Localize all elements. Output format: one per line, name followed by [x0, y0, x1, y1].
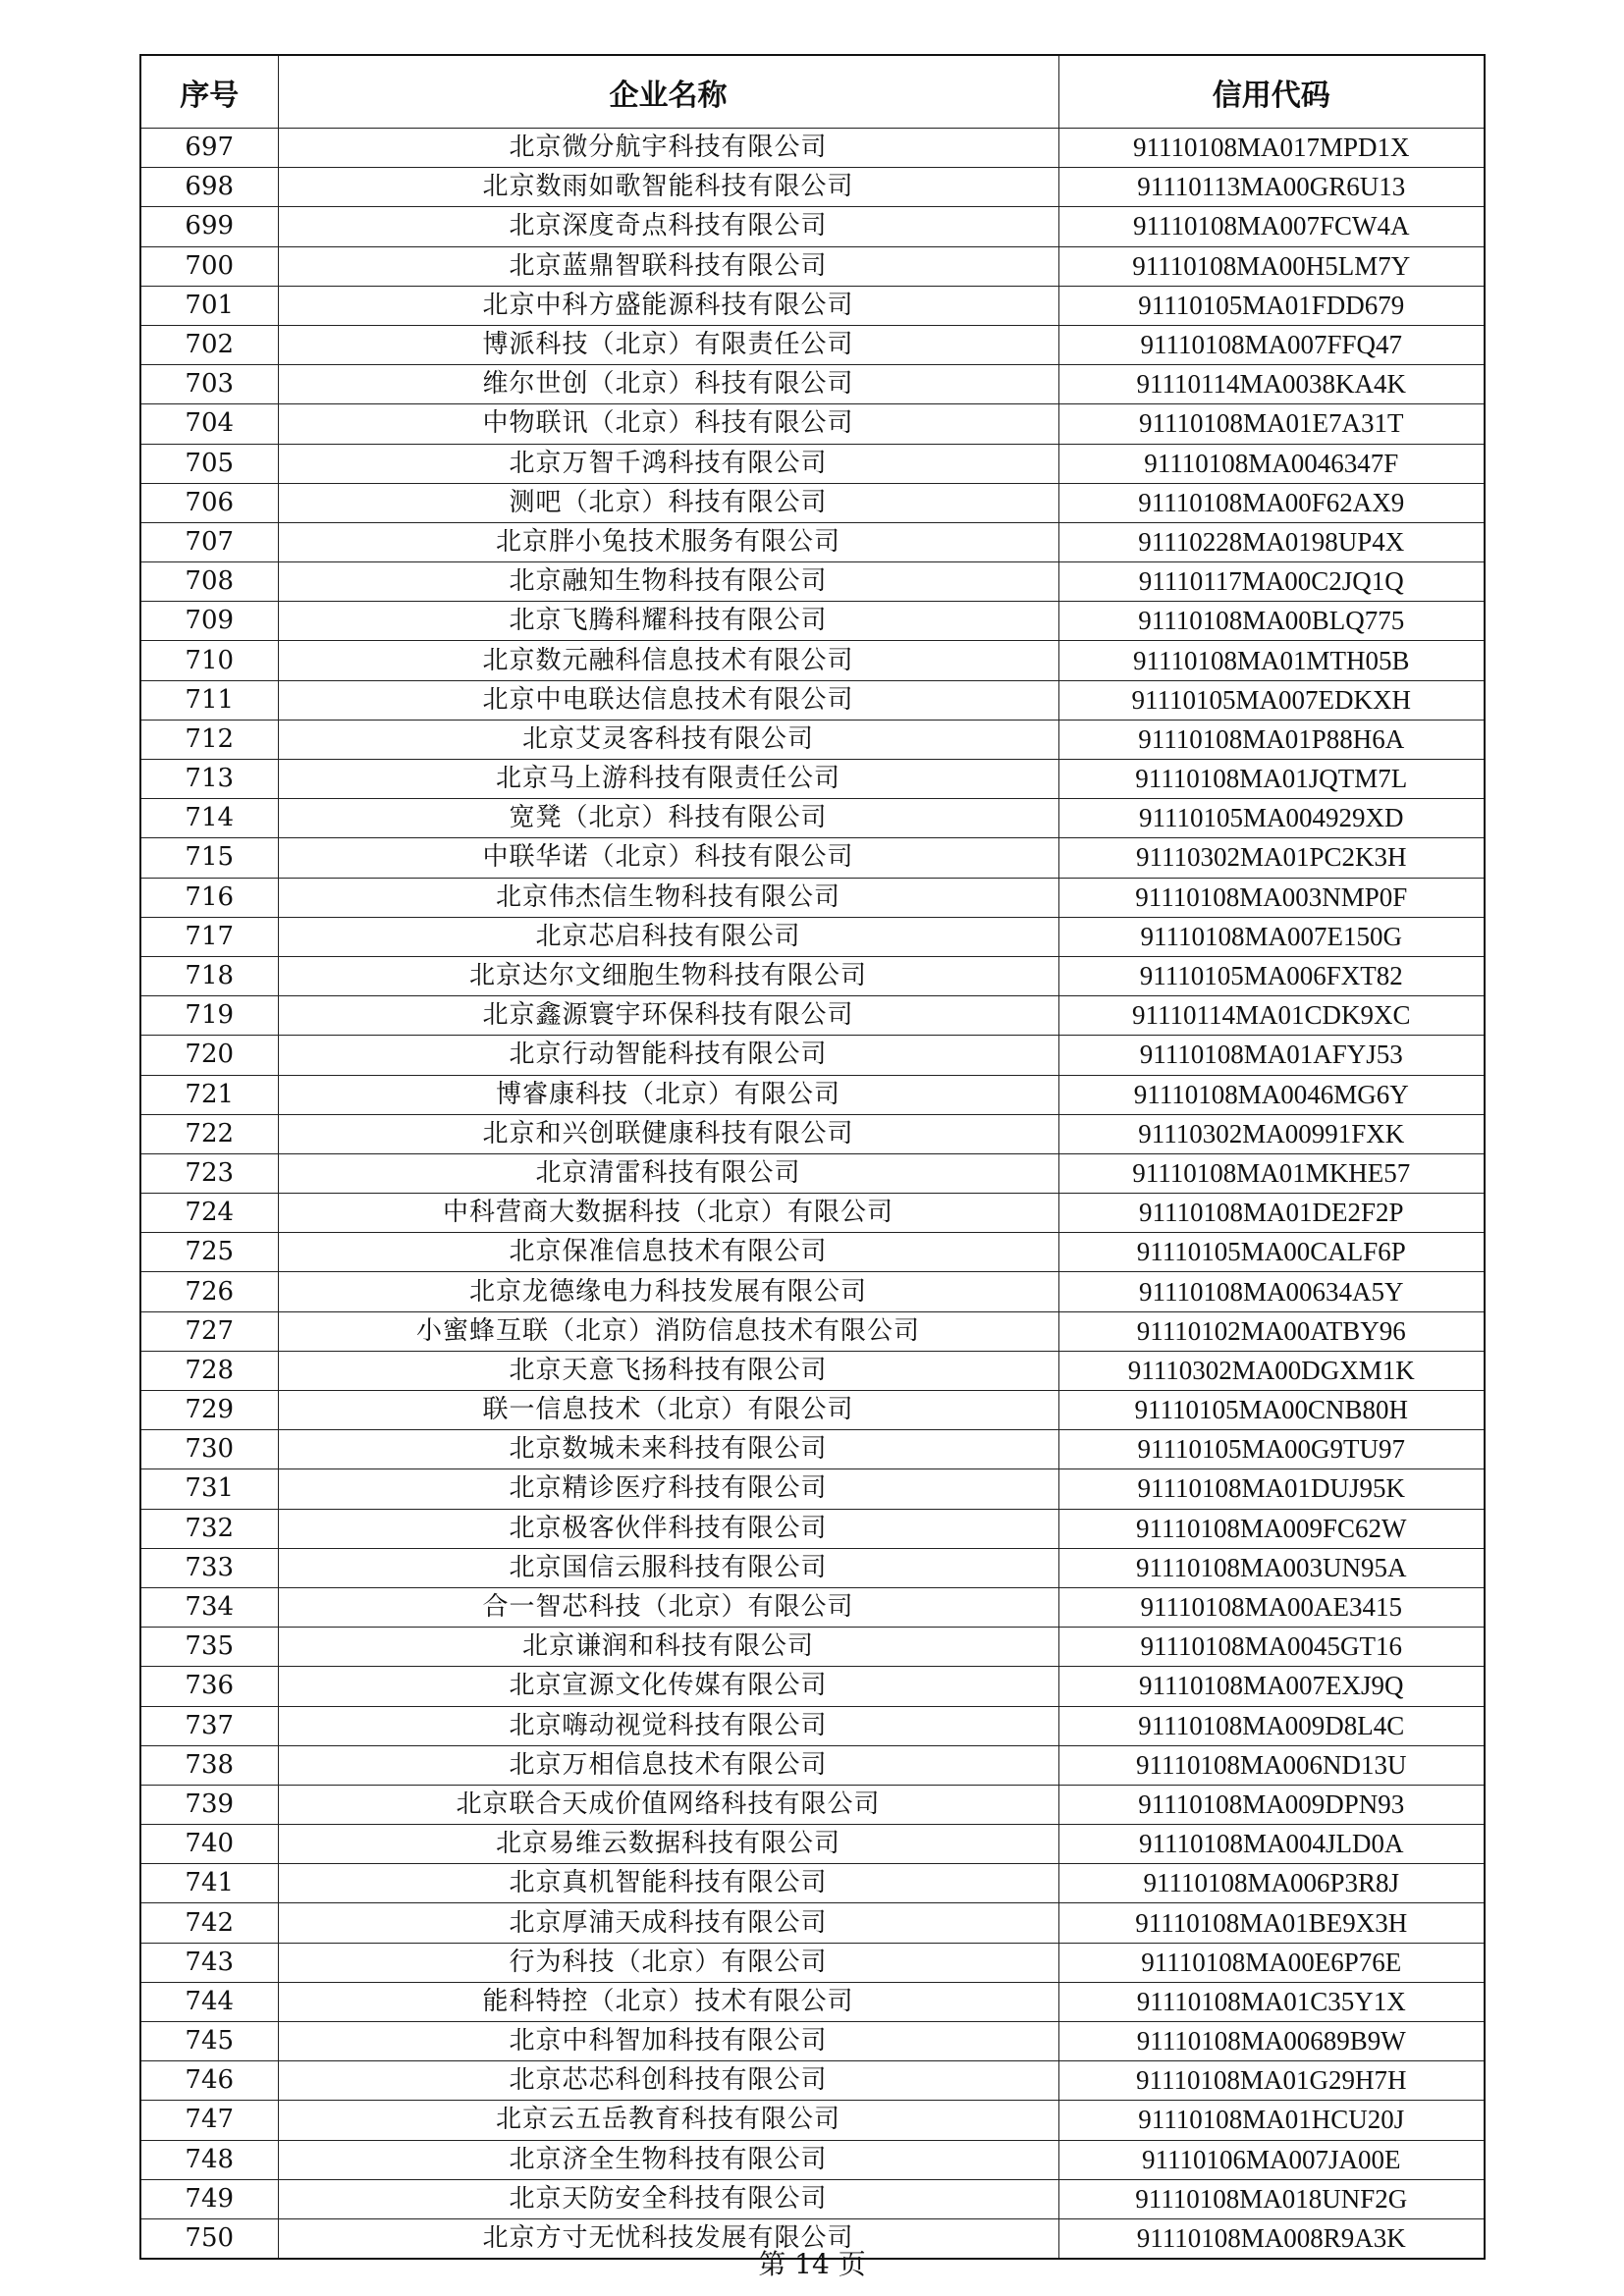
- cell-company-name: 北京和兴创联健康科技有限公司: [278, 1114, 1058, 1153]
- table-row: [140, 483, 1485, 522]
- table-row: [140, 325, 1485, 364]
- cell-credit-code: 91110302MA00DGXM1K: [1058, 1351, 1485, 1390]
- cell-company-name: 北京融知生物科技有限公司: [278, 562, 1058, 602]
- cell-serial-number: 700: [140, 246, 278, 286]
- cell-serial-number: 717: [140, 917, 278, 956]
- header-company-name: 企业名称: [278, 55, 1058, 129]
- table-row: [140, 878, 1485, 917]
- cell-serial-number: 714: [140, 799, 278, 838]
- table-row: [140, 168, 1485, 207]
- table-row: [140, 522, 1485, 561]
- cell-serial-number: 707: [140, 522, 278, 561]
- cell-company-name: 北京数元融科信息技术有限公司: [278, 641, 1058, 680]
- cell-credit-code: 91110105MA00CALF6P: [1058, 1233, 1485, 1272]
- table-row: [140, 1825, 1485, 1864]
- cell-company-name: 北京谦润和科技有限公司: [278, 1628, 1058, 1667]
- cell-credit-code: 91110108MA00H5LM7Y: [1058, 246, 1485, 286]
- table-row: [140, 917, 1485, 956]
- cell-company-name: 北京中电联达信息技术有限公司: [278, 680, 1058, 720]
- table-row: [140, 365, 1485, 404]
- cell-serial-number: 712: [140, 720, 278, 759]
- cell-serial-number: 716: [140, 878, 278, 917]
- cell-company-name: 北京龙德缘电力科技发展有限公司: [278, 1272, 1058, 1311]
- header-serial-number: 序号: [140, 55, 278, 129]
- cell-company-name: 北京中科方盛能源科技有限公司: [278, 286, 1058, 325]
- table-row: [140, 1153, 1485, 1193]
- cell-serial-number: 725: [140, 1233, 278, 1272]
- cell-credit-code: 91110105MA00CNB80H: [1058, 1391, 1485, 1430]
- cell-company-name: 博派科技（北京）有限责任公司: [278, 325, 1058, 364]
- cell-credit-code: 91110108MA01C35Y1X: [1058, 1982, 1485, 2021]
- cell-credit-code: 91110108MA009D8L4C: [1058, 1706, 1485, 1745]
- cell-credit-code: 91110105MA00G9TU97: [1058, 1430, 1485, 1469]
- cell-credit-code: 91110105MA004929XD: [1058, 799, 1485, 838]
- cell-company-name: 北京芯芯科创科技有限公司: [278, 2061, 1058, 2101]
- cell-company-name: 北京精诊医疗科技有限公司: [278, 1469, 1058, 1509]
- cell-credit-code: 91110228MA0198UP4X: [1058, 522, 1485, 561]
- cell-credit-code: 91110108MA00689B9W: [1058, 2022, 1485, 2061]
- cell-company-name: 北京马上游科技有限责任公司: [278, 760, 1058, 799]
- cell-serial-number: 729: [140, 1391, 278, 1430]
- cell-credit-code: 91110108MA004JLD0A: [1058, 1825, 1485, 1864]
- cell-company-name: 北京联合天成价值网络科技有限公司: [278, 1785, 1058, 1824]
- table-row: [140, 404, 1485, 444]
- cell-serial-number: 722: [140, 1114, 278, 1153]
- cell-credit-code: 91110108MA017MPD1X: [1058, 129, 1485, 168]
- table-row: [140, 286, 1485, 325]
- table-row: [140, 760, 1485, 799]
- cell-serial-number: 741: [140, 1864, 278, 1903]
- cell-company-name: 北京艾灵客科技有限公司: [278, 720, 1058, 759]
- company-list-table: [139, 54, 1486, 2260]
- cell-serial-number: 721: [140, 1075, 278, 1114]
- cell-company-name: 博睿康科技（北京）有限公司: [278, 1075, 1058, 1114]
- table-row: [140, 1982, 1485, 2021]
- table-row: [140, 680, 1485, 720]
- table-row: [140, 1628, 1485, 1667]
- cell-serial-number: 711: [140, 680, 278, 720]
- cell-company-name: 北京方寸无忧科技发展有限公司: [278, 2218, 1058, 2259]
- table-row: [140, 1903, 1485, 1943]
- cell-serial-number: 732: [140, 1509, 278, 1548]
- cell-credit-code: 91110108MA007FFQ47: [1058, 325, 1485, 364]
- cell-company-name: 能科特控（北京）技术有限公司: [278, 1982, 1058, 2021]
- cell-company-name: 北京芯启科技有限公司: [278, 917, 1058, 956]
- table-row: [140, 838, 1485, 878]
- cell-serial-number: 704: [140, 404, 278, 444]
- cell-company-name: 北京深度奇点科技有限公司: [278, 207, 1058, 246]
- cell-credit-code: 91110108MA00AE3415: [1058, 1587, 1485, 1627]
- cell-credit-code: 91110108MA003NMP0F: [1058, 878, 1485, 917]
- cell-serial-number: 715: [140, 838, 278, 878]
- cell-serial-number: 718: [140, 956, 278, 995]
- cell-credit-code: 91110108MA009DPN93: [1058, 1785, 1485, 1824]
- cell-credit-code: 91110113MA00GR6U13: [1058, 168, 1485, 207]
- cell-company-name: 北京济全生物科技有限公司: [278, 2140, 1058, 2179]
- cell-company-name: 北京易维云数据科技有限公司: [278, 1825, 1058, 1864]
- cell-company-name: 行为科技（北京）有限公司: [278, 1943, 1058, 1982]
- cell-credit-code: 91110108MA01MTH05B: [1058, 641, 1485, 680]
- cell-company-name: 北京飞腾科耀科技有限公司: [278, 602, 1058, 641]
- table-row: [140, 1509, 1485, 1548]
- cell-credit-code: 91110108MA006ND13U: [1058, 1745, 1485, 1785]
- cell-serial-number: 723: [140, 1153, 278, 1193]
- table-row: [140, 1785, 1485, 1824]
- cell-serial-number: 736: [140, 1667, 278, 1706]
- cell-serial-number: 735: [140, 1628, 278, 1667]
- cell-credit-code: 91110117MA00C2JQ1Q: [1058, 562, 1485, 602]
- cell-serial-number: 749: [140, 2179, 278, 2218]
- table-row: [140, 996, 1485, 1036]
- cell-credit-code: 91110108MA01DE2F2P: [1058, 1194, 1485, 1233]
- cell-serial-number: 742: [140, 1903, 278, 1943]
- cell-company-name: 北京嗨动视觉科技有限公司: [278, 1706, 1058, 1745]
- cell-credit-code: 91110108MA01DUJ95K: [1058, 1469, 1485, 1509]
- table-row: [140, 1194, 1485, 1233]
- table-row: [140, 1311, 1485, 1351]
- cell-company-name: 北京达尔文细胞生物科技有限公司: [278, 956, 1058, 995]
- table-row: [140, 602, 1485, 641]
- table-row: [140, 1272, 1485, 1311]
- cell-serial-number: 748: [140, 2140, 278, 2179]
- cell-credit-code: 91110108MA00BLQ775: [1058, 602, 1485, 641]
- cell-company-name: 北京伟杰信生物科技有限公司: [278, 878, 1058, 917]
- table-row: [140, 1706, 1485, 1745]
- cell-company-name: 北京云五岳教育科技有限公司: [278, 2101, 1058, 2140]
- cell-company-name: 北京数雨如歌智能科技有限公司: [278, 168, 1058, 207]
- cell-credit-code: 91110105MA01FDD679: [1058, 286, 1485, 325]
- cell-company-name: 北京清雷科技有限公司: [278, 1153, 1058, 1193]
- cell-credit-code: 91110108MA0046347F: [1058, 444, 1485, 483]
- cell-credit-code: 91110102MA00ATBY96: [1058, 1311, 1485, 1351]
- cell-company-name: 北京微分航宇科技有限公司: [278, 129, 1058, 168]
- cell-serial-number: 746: [140, 2061, 278, 2101]
- cell-company-name: 宽凳（北京）科技有限公司: [278, 799, 1058, 838]
- table-row: [140, 1036, 1485, 1075]
- cell-company-name: 北京真机智能科技有限公司: [278, 1864, 1058, 1903]
- table-row: [140, 246, 1485, 286]
- cell-serial-number: 697: [140, 129, 278, 168]
- cell-serial-number: 699: [140, 207, 278, 246]
- cell-credit-code: 91110106MA007JA00E: [1058, 2140, 1485, 2179]
- cell-serial-number: 727: [140, 1311, 278, 1351]
- cell-credit-code: 91110108MA01P88H6A: [1058, 720, 1485, 759]
- table-row: [140, 641, 1485, 680]
- cell-serial-number: 733: [140, 1548, 278, 1587]
- cell-serial-number: 730: [140, 1430, 278, 1469]
- cell-serial-number: 726: [140, 1272, 278, 1311]
- cell-company-name: 小蜜蜂互联（北京）消防信息技术有限公司: [278, 1311, 1058, 1351]
- header-credit-code: 信用代码: [1058, 55, 1485, 129]
- cell-company-name: 北京天意飞扬科技有限公司: [278, 1351, 1058, 1390]
- cell-serial-number: 740: [140, 1825, 278, 1864]
- page-number: 第 14 页: [758, 2248, 866, 2280]
- cell-credit-code: 91110108MA01HCU20J: [1058, 2101, 1485, 2140]
- cell-company-name: 中科营商大数据科技（北京）有限公司: [278, 1194, 1058, 1233]
- cell-serial-number: 713: [140, 760, 278, 799]
- cell-company-name: 北京中科智加科技有限公司: [278, 2022, 1058, 2061]
- cell-company-name: 北京胖小兔技术服务有限公司: [278, 522, 1058, 561]
- table-row: [140, 2140, 1485, 2179]
- cell-credit-code: 91110108MA007E150G: [1058, 917, 1485, 956]
- cell-company-name: 北京鑫源寰宇环保科技有限公司: [278, 996, 1058, 1036]
- cell-credit-code: 91110108MA00E6P76E: [1058, 1943, 1485, 1982]
- cell-credit-code: 91110108MA0046MG6Y: [1058, 1075, 1485, 1114]
- table-row: [140, 129, 1485, 168]
- cell-company-name: 联一信息技术（北京）有限公司: [278, 1391, 1058, 1430]
- table-row: [140, 1391, 1485, 1430]
- table-row: [140, 720, 1485, 759]
- table-row: [140, 2022, 1485, 2061]
- cell-credit-code: 91110105MA007EDKXH: [1058, 680, 1485, 720]
- cell-credit-code: 91110108MA01BE9X3H: [1058, 1903, 1485, 1943]
- table-row: [140, 207, 1485, 246]
- cell-company-name: 北京蓝鼎智联科技有限公司: [278, 246, 1058, 286]
- cell-serial-number: 709: [140, 602, 278, 641]
- cell-company-name: 北京万智千鸿科技有限公司: [278, 444, 1058, 483]
- table-row: [140, 1469, 1485, 1509]
- cell-serial-number: 731: [140, 1469, 278, 1509]
- table-row: [140, 1548, 1485, 1587]
- cell-serial-number: 728: [140, 1351, 278, 1390]
- cell-serial-number: 744: [140, 1982, 278, 2021]
- table-row: [140, 2061, 1485, 2101]
- table-row: [140, 1430, 1485, 1469]
- cell-company-name: 北京保准信息技术有限公司: [278, 1233, 1058, 1272]
- table-row: [140, 444, 1485, 483]
- table-row: [140, 2179, 1485, 2218]
- cell-serial-number: 708: [140, 562, 278, 602]
- cell-credit-code: 91110108MA018UNF2G: [1058, 2179, 1485, 2218]
- cell-company-name: 北京厚浦天成科技有限公司: [278, 1903, 1058, 1943]
- cell-company-name: 北京行动智能科技有限公司: [278, 1036, 1058, 1075]
- cell-serial-number: 703: [140, 365, 278, 404]
- cell-company-name: 中物联讯（北京）科技有限公司: [278, 404, 1058, 444]
- cell-credit-code: 91110108MA01MKHE57: [1058, 1153, 1485, 1193]
- table-row: [140, 2101, 1485, 2140]
- cell-company-name: 测吧（北京）科技有限公司: [278, 483, 1058, 522]
- cell-serial-number: 745: [140, 2022, 278, 2061]
- table-row: [140, 1864, 1485, 1903]
- cell-company-name: 北京万相信息技术有限公司: [278, 1745, 1058, 1785]
- cell-credit-code: 91110302MA00991FXK: [1058, 1114, 1485, 1153]
- cell-company-name: 北京宣源文化传媒有限公司: [278, 1667, 1058, 1706]
- cell-credit-code: 91110108MA008R9A3K: [1058, 2218, 1485, 2259]
- cell-company-name: 北京极客伙伴科技有限公司: [278, 1509, 1058, 1548]
- cell-credit-code: 91110108MA007FCW4A: [1058, 207, 1485, 246]
- cell-company-name: 维尔世创（北京）科技有限公司: [278, 365, 1058, 404]
- table-row: [140, 799, 1485, 838]
- cell-credit-code: 91110108MA006P3R8J: [1058, 1864, 1485, 1903]
- cell-credit-code: 91110108MA00634A5Y: [1058, 1272, 1485, 1311]
- cell-credit-code: 91110108MA003UN95A: [1058, 1548, 1485, 1587]
- cell-serial-number: 737: [140, 1706, 278, 1745]
- table-row: [140, 1667, 1485, 1706]
- cell-serial-number: 698: [140, 168, 278, 207]
- table-row: [140, 1075, 1485, 1114]
- cell-credit-code: 91110108MA009FC62W: [1058, 1509, 1485, 1548]
- cell-serial-number: 705: [140, 444, 278, 483]
- table-row: [140, 1745, 1485, 1785]
- table-row: [140, 1114, 1485, 1153]
- cell-credit-code: 91110108MA01G29H7H: [1058, 2061, 1485, 2101]
- table-row: [140, 1351, 1485, 1390]
- cell-serial-number: 739: [140, 1785, 278, 1824]
- cell-serial-number: 738: [140, 1745, 278, 1785]
- table-row: [140, 956, 1485, 995]
- cell-company-name: 中联华诺（北京）科技有限公司: [278, 838, 1058, 878]
- table-row: [140, 1587, 1485, 1627]
- cell-credit-code: 91110302MA01PC2K3H: [1058, 838, 1485, 878]
- table-row: [140, 1233, 1485, 1272]
- cell-credit-code: 91110108MA01E7A31T: [1058, 404, 1485, 444]
- cell-company-name: 北京数城未来科技有限公司: [278, 1430, 1058, 1469]
- cell-serial-number: 743: [140, 1943, 278, 1982]
- cell-serial-number: 720: [140, 1036, 278, 1075]
- cell-credit-code: 91110108MA00F62AX9: [1058, 483, 1485, 522]
- cell-serial-number: 710: [140, 641, 278, 680]
- cell-serial-number: 724: [140, 1194, 278, 1233]
- cell-credit-code: 91110105MA006FXT82: [1058, 956, 1485, 995]
- cell-serial-number: 706: [140, 483, 278, 522]
- cell-company-name: 北京天防安全科技有限公司: [278, 2179, 1058, 2218]
- table-header-row: [140, 55, 1485, 129]
- cell-credit-code: 91110108MA007EXJ9Q: [1058, 1667, 1485, 1706]
- cell-serial-number: 750: [140, 2218, 278, 2259]
- cell-credit-code: 91110108MA01JQTM7L: [1058, 760, 1485, 799]
- cell-credit-code: 91110114MA01CDK9XC: [1058, 996, 1485, 1036]
- cell-company-name: 合一智芯科技（北京）有限公司: [278, 1587, 1058, 1627]
- table-row: [140, 562, 1485, 602]
- cell-serial-number: 747: [140, 2101, 278, 2140]
- table-row: [140, 1943, 1485, 1982]
- cell-credit-code: 91110114MA0038KA4K: [1058, 365, 1485, 404]
- cell-company-name: 北京国信云服科技有限公司: [278, 1548, 1058, 1587]
- cell-credit-code: 91110108MA01AFYJ53: [1058, 1036, 1485, 1075]
- cell-serial-number: 734: [140, 1587, 278, 1627]
- cell-credit-code: 91110108MA0045GT16: [1058, 1628, 1485, 1667]
- cell-serial-number: 701: [140, 286, 278, 325]
- cell-serial-number: 702: [140, 325, 278, 364]
- cell-serial-number: 719: [140, 996, 278, 1036]
